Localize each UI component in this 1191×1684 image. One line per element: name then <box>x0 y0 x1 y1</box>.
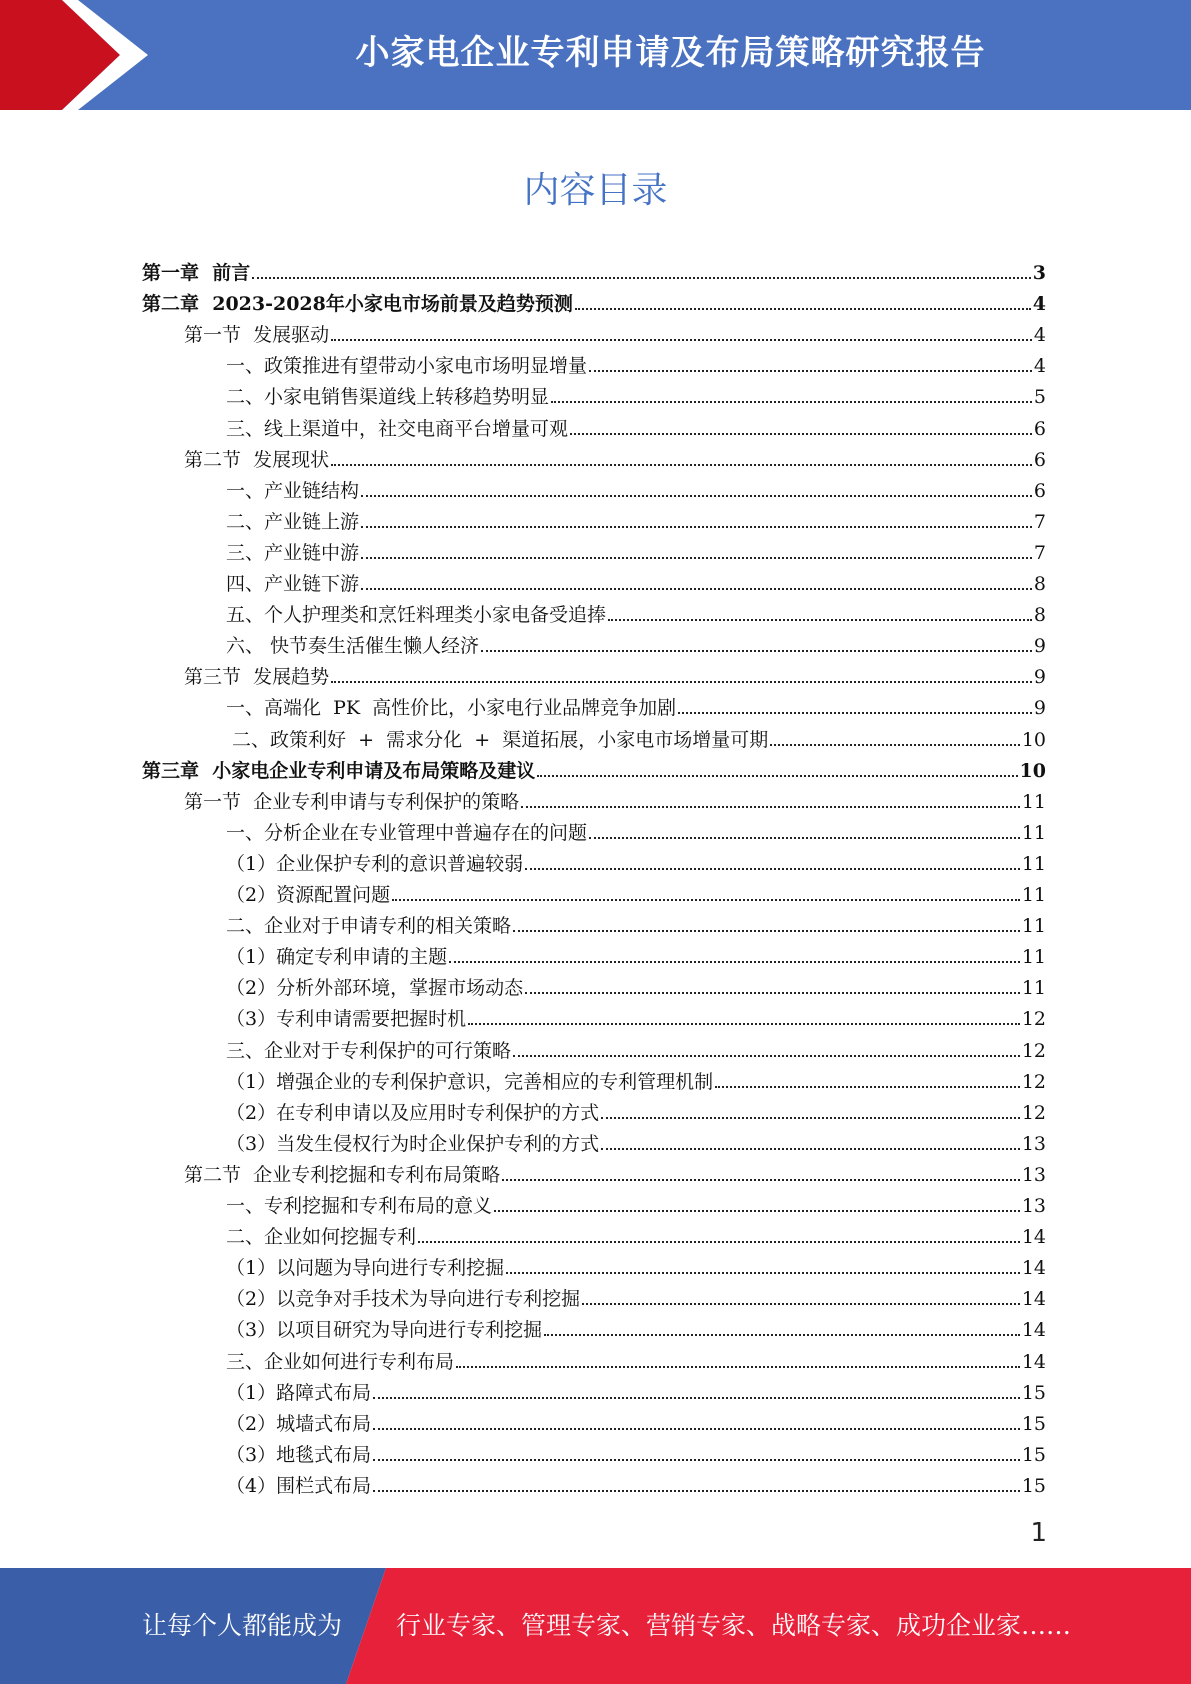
toc-entry-page: 7 <box>1033 541 1046 564</box>
toc-entry-label: 三、企业对于专利保护的可行策略 <box>226 1039 512 1062</box>
toc-entry-label: 二、企业对于申请专利的相关策略 <box>226 915 512 938</box>
toc-entry[interactable] <box>226 503 1046 534</box>
toc-entry[interactable] <box>226 1280 1046 1311</box>
toc-entry[interactable] <box>226 565 1046 596</box>
toc-entry[interactable] <box>226 472 1046 503</box>
footer-slogan-right: 行业专家、管理专家、营销专家、战略专家、成功企业家…… <box>396 1611 1072 1640</box>
toc-entry-label: 三、线上渠道中，社交电商平台增量可观 <box>226 417 569 440</box>
toc-entry-page: 9 <box>1033 635 1046 658</box>
toc-dot-leader <box>601 1117 1020 1119</box>
toc-dot-leader <box>551 401 1032 403</box>
toc-dot-leader <box>770 744 1020 746</box>
toc-dot-leader <box>570 433 1032 435</box>
toc-entry[interactable] <box>226 1125 1046 1156</box>
toc-dot-leader <box>373 1459 1020 1461</box>
toc-dot-leader <box>392 899 1020 901</box>
toc-entry-page: 6 <box>1033 417 1046 440</box>
toc-entry-page: 11 <box>1021 884 1046 906</box>
toc-entry[interactable] <box>226 1218 1046 1249</box>
toc-dot-leader <box>513 930 1020 932</box>
toc-entry-page: 11 <box>1021 915 1046 938</box>
toc-entry[interactable] <box>226 845 1046 876</box>
footer-slogan-left: 让每个人都能成为 <box>142 1611 343 1640</box>
toc-dot-leader <box>521 806 1020 808</box>
toc-entry-label: 五、个人护理类和烹饪料理类小家电备受追捧 <box>226 604 607 627</box>
toc-dot-leader <box>589 370 1032 372</box>
toc-entry-label: （2）城墙式布局 <box>226 1412 372 1435</box>
toc-entry-label: 一、政策推进有望带动小家电市场明显增量 <box>226 355 588 378</box>
toc-entry[interactable] <box>226 689 1046 720</box>
toc-entry-label: 二、产业链上游 <box>226 510 360 533</box>
toc-dot-leader <box>544 1334 1020 1336</box>
toc-entry[interactable] <box>226 347 1046 378</box>
toc-entry[interactable] <box>226 907 1046 938</box>
toc-dot-leader <box>513 1055 1020 1057</box>
toc-entry[interactable] <box>226 1311 1046 1342</box>
toc-entry[interactable] <box>226 969 1046 1000</box>
toc-entry[interactable] <box>184 316 1046 347</box>
toc-entry-page: 4 <box>1032 293 1046 316</box>
toc-entry-label: 三、企业如何进行专利布局 <box>226 1350 455 1373</box>
toc-entry-page: 15 <box>1021 1381 1046 1404</box>
toc-heading: 内容目录 <box>523 170 668 211</box>
toc-entry-page: 14 <box>1021 1350 1046 1373</box>
toc-dot-leader <box>589 837 1020 839</box>
toc-dot-leader <box>373 1428 1020 1430</box>
toc-dot-leader <box>449 961 1020 963</box>
toc-dot-leader <box>525 868 1020 870</box>
toc-entry-label: 二、企业如何挖掘专利 <box>226 1226 417 1249</box>
toc-entry[interactable] <box>226 1467 1046 1498</box>
toc-entry-label: 第三节 发展趋势 <box>184 666 330 689</box>
toc-entry-label: 四、产业链下游 <box>226 573 360 595</box>
toc-entry-page: 4 <box>1033 324 1046 347</box>
toc-entry-label: （2）在专利申请以及应用时专利保护的方式 <box>226 1101 600 1124</box>
toc-entry-label: 第一节 发展驱动 <box>184 324 330 347</box>
report-title: 小家电企业专利申请及布局策略研究报告 <box>355 33 986 73</box>
toc-dot-leader <box>373 1490 1020 1492</box>
toc-entry-label: 二、小家电销售渠道线上转移趋势明显 <box>226 386 550 409</box>
toc-entry-page: 15 <box>1021 1443 1046 1466</box>
toc-dot-leader <box>506 1272 1020 1274</box>
toc-entry[interactable] <box>226 1063 1046 1094</box>
toc-entry[interactable] <box>226 721 1046 752</box>
toc-dot-leader <box>582 1303 1020 1305</box>
toc-entry-label: 一、专利挖掘和专利布局的意义 <box>226 1195 493 1217</box>
toc-entry-label: 第三章 小家电企业专利申请及布局策略及建议 <box>142 759 536 782</box>
toc-entry-page: 9 <box>1033 697 1046 720</box>
toc-entry-label: 一、分析企业在专业管理中普遍存在的问题 <box>226 821 588 844</box>
toc-entry-page: 14 <box>1021 1226 1046 1249</box>
toc-dot-leader <box>575 308 1031 310</box>
toc-entry-page: 6 <box>1033 479 1046 502</box>
toc-dot-leader <box>331 681 1032 683</box>
toc-dot-leader <box>715 1086 1020 1088</box>
toc-entry-label: 一、高端化 PK 高性价比，小家电行业品牌竞争加剧 <box>226 697 677 720</box>
toc-entry[interactable] <box>142 752 1046 783</box>
toc-entry-page: 15 <box>1021 1474 1046 1497</box>
toc-entry[interactable] <box>184 1156 1046 1187</box>
toc-entry-page: 6 <box>1033 448 1046 471</box>
toc-entry[interactable] <box>226 814 1046 845</box>
toc-entry-page: 8 <box>1033 604 1046 627</box>
toc-entry-page: 12 <box>1021 1101 1046 1124</box>
toc-entry-label: （1）确定专利申请的主题 <box>226 946 448 969</box>
toc-entry-label: 第二节 企业专利挖掘和专利布局策略 <box>184 1163 501 1186</box>
toc-entry-page: 13 <box>1021 1195 1046 1217</box>
toc-entry-page: 11 <box>1021 977 1046 1000</box>
toc-entry-label: 一、产业链结构 <box>226 479 360 502</box>
toc-entry-label: 二、政策利好 + 需求分化 + 渠道拓展，小家电市场增量可期 <box>226 728 769 751</box>
toc-dot-leader <box>361 557 1032 559</box>
toc-entry-label: 第一节 企业专利申请与专利保护的策略 <box>184 790 520 813</box>
toc-entry[interactable] <box>226 876 1046 907</box>
toc-entry-page: 10 <box>1021 728 1046 751</box>
toc-entry-label: 第二节 发展现状 <box>184 448 330 471</box>
page-number: 1 <box>1030 1518 1047 1548</box>
toc-dot-leader <box>678 712 1032 714</box>
toc-dot-leader <box>537 775 1017 777</box>
toc-dot-leader <box>373 1397 1020 1399</box>
toc-entry-page: 9 <box>1033 666 1046 689</box>
toc-entry-label: 三、产业链中游 <box>226 541 360 564</box>
toc-entry-label: （2）分析外部环境，掌握市场动态 <box>226 977 524 1000</box>
toc-entry-page: 14 <box>1021 1288 1046 1311</box>
toc-entry[interactable] <box>226 938 1046 969</box>
toc-dot-leader <box>361 526 1032 528</box>
toc-entry[interactable] <box>226 1032 1046 1063</box>
toc-entry[interactable] <box>226 534 1046 565</box>
toc-entry-page: 8 <box>1033 573 1046 595</box>
toc-entry-label: 第二章 2023-2028年小家电市场前景及趋势预测 <box>142 293 573 316</box>
toc-entry[interactable] <box>226 378 1046 409</box>
toc-entry-label: （2）以竞争对手技术为导向进行专利挖掘 <box>226 1288 581 1311</box>
toc-entry[interactable] <box>226 1094 1046 1125</box>
toc-entry-page: 11 <box>1021 946 1046 969</box>
toc-entry-label: （4）围栏式布局 <box>226 1474 372 1497</box>
toc-dot-leader <box>361 495 1032 497</box>
toc-entry-page: 7 <box>1033 510 1046 533</box>
toc-entry-page: 14 <box>1021 1319 1046 1342</box>
toc-dot-leader <box>456 1366 1020 1368</box>
toc-entry-label: （1）路障式布局 <box>226 1381 372 1404</box>
toc-entry[interactable] <box>226 1000 1046 1031</box>
toc-dot-leader <box>418 1241 1020 1243</box>
toc-entry-label: 第一章 前言 <box>142 262 251 284</box>
toc-dot-leader <box>494 1210 1020 1212</box>
toc-entry-page: 10 <box>1019 759 1046 782</box>
toc-entry-label: （1）增强企业的专利保护意识，完善相应的专利管理机制 <box>226 1070 714 1093</box>
toc-entry-page: 13 <box>1021 1132 1046 1155</box>
toc-entry-label: 六、 快节奏生活催生懒人经济 <box>226 635 480 658</box>
toc-entry[interactable] <box>226 627 1046 658</box>
toc-entry[interactable] <box>226 1187 1046 1218</box>
toc-entry-label: （2）资源配置问题 <box>226 884 391 906</box>
toc-entry-page: 5 <box>1033 386 1046 409</box>
toc-entry-label: （3）专利申请需要把握时机 <box>226 1008 467 1031</box>
toc-dot-leader <box>481 650 1032 652</box>
toc-entry-page: 11 <box>1021 852 1046 875</box>
toc-entry[interactable] <box>226 596 1046 627</box>
toc-entry[interactable] <box>226 410 1046 441</box>
toc-entry-label: （1）企业保护专利的意识普遍较弱 <box>226 852 524 875</box>
toc-entry-page: 12 <box>1021 1039 1046 1062</box>
toc-entry-label: （3）当发生侵权行为时企业保护专利的方式 <box>226 1132 600 1155</box>
toc-dot-leader <box>252 277 1031 279</box>
toc-dot-leader <box>468 1023 1020 1025</box>
toc-entry[interactable] <box>226 1343 1046 1374</box>
toc-entry-page: 13 <box>1021 1163 1046 1186</box>
toc-entry-page: 14 <box>1021 1257 1046 1280</box>
toc-entry-label: （3）地毯式布局 <box>226 1443 372 1466</box>
toc-entry-page: 4 <box>1033 355 1046 378</box>
toc-entry[interactable] <box>142 285 1046 316</box>
toc-entry[interactable] <box>184 783 1046 814</box>
page-header <box>0 0 1191 110</box>
toc-entry-page: 12 <box>1021 1070 1046 1093</box>
toc-entry[interactable] <box>226 1249 1046 1280</box>
toc-dot-leader <box>502 1179 1020 1181</box>
toc-entry[interactable] <box>184 658 1046 689</box>
toc-entry[interactable] <box>142 254 1046 285</box>
toc-entry-page: 11 <box>1021 821 1046 844</box>
toc-entry-page: 3 <box>1032 262 1046 284</box>
toc-entry-label: （1）以问题为导向进行专利挖掘 <box>226 1257 505 1280</box>
toc-entry[interactable] <box>226 1436 1046 1467</box>
toc-dot-leader <box>608 619 1032 621</box>
toc-entry-label: （3）以项目研究为导向进行专利挖掘 <box>226 1319 543 1342</box>
toc-dot-leader <box>331 339 1032 341</box>
page-footer <box>0 1568 1191 1684</box>
toc-entry-page: 12 <box>1021 1008 1046 1031</box>
toc-dot-leader <box>525 992 1020 994</box>
toc-entry-page: 15 <box>1021 1412 1046 1435</box>
toc-entry[interactable] <box>226 1374 1046 1405</box>
toc-dot-leader <box>601 1148 1020 1150</box>
toc-dot-leader <box>331 464 1032 466</box>
toc-entry-page: 11 <box>1021 790 1046 813</box>
toc-entry[interactable] <box>184 441 1046 472</box>
toc-entry[interactable] <box>226 1405 1046 1436</box>
toc-dot-leader <box>361 588 1032 590</box>
